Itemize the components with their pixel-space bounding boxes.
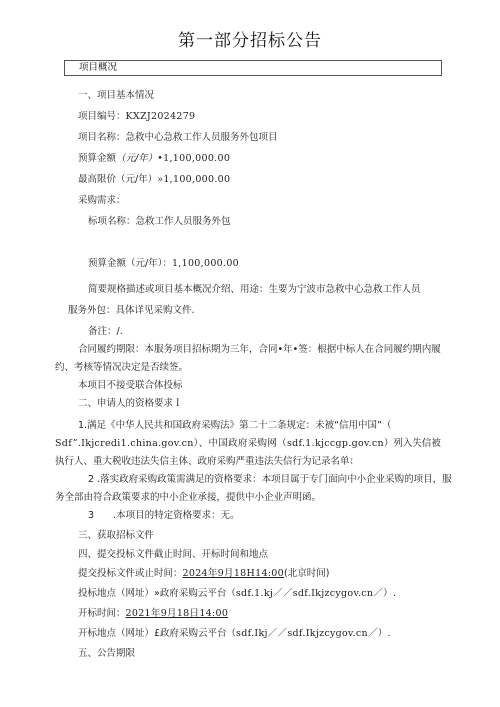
requirement-2-line-1: 2 .落实政府采购政策需满足的资格要求：本项目属于专门面向中小企业采购的项目，服 [88, 474, 452, 485]
budget2-line [88, 258, 239, 270]
max-price-value: »1,100,000.00 [157, 174, 231, 185]
contract-period-line-1: 合同履约期限：本服务项目招标期为三年，合同•年•签：根据中标人在合同履约期内履 [78, 344, 441, 355]
consortium-note: 本项目不接受联合体投标 [78, 380, 183, 391]
opening-location-label: 开标地点（网址）£政府采购云平台（ [78, 628, 237, 639]
deadline-label: 提交投标文件或止时间： [78, 568, 183, 579]
page-title: 第一部分招标公告 [178, 31, 322, 51]
lot-name: 标项名称：急救工作人员服务外包 [88, 216, 231, 227]
budget-line [78, 153, 230, 165]
budget2-value: 1,100,000.00 [171, 258, 240, 269]
project-code-label: 项目编号： [78, 111, 126, 122]
deadline-value: 2024年9月18H14:00 [182, 568, 284, 579]
bid-location-line [78, 588, 396, 600]
deadline-note: (北京时间) [284, 568, 330, 579]
project-code [78, 111, 195, 123]
opening-location-url: sdf.Ikj／／sdf.Ikjzcygov.cn／）. [236, 628, 391, 639]
credit-china-url: Sdf”.Ikjcredi1.china.gov.cn）、中国政府采购网（ [55, 438, 287, 449]
requirement-1-line-1: 1.满足《中华人民共和国政府采购法》第二十二条规定：未被“信用中国”（ [78, 420, 392, 431]
overview-label: 项目概况 [79, 62, 118, 73]
overview-box [64, 60, 442, 76]
ccgp-url: sdf.1.kjccgp.gov.cn [286, 438, 384, 449]
requirement-1-line-3: 执行人、重大税收违法失信主体、政府采购严重违法失信行为记录名单： [55, 456, 360, 467]
description-line-2: 服务外包：具体详见采购文件. [68, 305, 195, 316]
section-1-heading: 一、项目基本情况 [78, 90, 155, 101]
requirement-3: 3 .本项目的特定资格要求：无。 [88, 510, 240, 521]
requirement-1-line-2 [55, 438, 441, 450]
section-5-heading: 五、公告期限 [78, 648, 136, 659]
procurement-need-label: 采购需求： [78, 195, 126, 206]
project-code-value: KXZJ2024279 [125, 111, 196, 122]
bid-location-url: sdf.1.kj／／sdf.Ikjzcygov.cn／）. [235, 588, 397, 599]
requirement-1-tail: ）列入失信被 [383, 438, 441, 449]
budget-value: •1,100,000.00 [157, 153, 231, 164]
budget-unit: （元/年） [116, 153, 158, 164]
budget2-label: 预算金额（元/年）： [88, 258, 172, 269]
opening-time-value: 2021年9月18日14:00 [125, 608, 229, 619]
bid-location-label: 投标地点（网址）»政府采购云平台（ [78, 588, 236, 599]
section-2-heading: 二、申请人的资格要求Ｉ [78, 398, 183, 409]
max-price-label: 最高限价（元/年） [78, 174, 158, 185]
max-price-line [78, 174, 230, 186]
requirement-2-line-2: 务全部由符合政策要求的中小企业承接，提供中小企业声明函。 [55, 492, 322, 503]
budget-label: 预算金额 [78, 153, 117, 164]
section-4-heading: 四、提交投标文件截止时间、开标时间和地点 [78, 549, 269, 560]
deadline-line [78, 568, 329, 580]
contract-period-line-2: 约、考核等情况决定是否续签。 [55, 362, 189, 373]
opening-time-line [78, 608, 228, 620]
opening-location-line [78, 628, 391, 640]
opening-time-label: 开标时间： [78, 608, 126, 619]
remark: 备注：/. [88, 326, 123, 337]
project-name: 项目名称：急救中心急救工作人员服务外包项目 [78, 132, 278, 143]
description-line-1: 简要规格描述或项目基本概况介绍、用途：生要为宁波市急救中心急救工作人员 [88, 284, 421, 295]
section-3-heading: 三、获取招标文件 [78, 530, 155, 541]
